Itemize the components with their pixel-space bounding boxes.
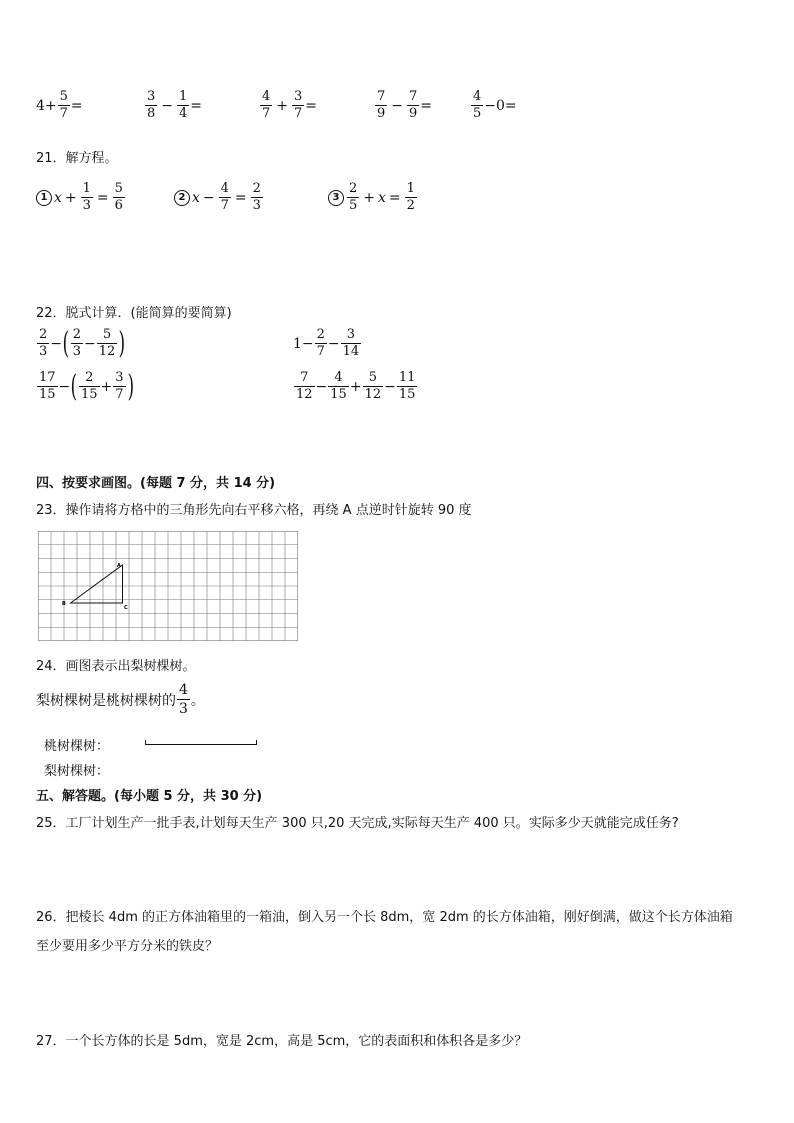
numerator: 2 [316, 327, 325, 342]
operator: + [64, 189, 77, 206]
fraction [363, 371, 384, 402]
fraction [113, 371, 125, 402]
operator: + [349, 378, 362, 395]
tail-term: −0= [484, 97, 517, 114]
numerator: 1 [82, 181, 91, 196]
q22-title: 22．脱式计算．(能简算的要简算) [36, 306, 232, 321]
equation-1 [36, 182, 126, 213]
denominator: 12 [296, 387, 313, 402]
equation-2 [174, 182, 264, 213]
denominator: 14 [342, 344, 360, 359]
denominator: 7 [316, 344, 325, 359]
denominator: 6 [114, 198, 123, 213]
expression-c [36, 368, 134, 404]
numerator: 3 [147, 89, 156, 104]
numerator: 5 [102, 327, 112, 342]
fraction [407, 90, 419, 121]
equals-sign: = [234, 189, 247, 206]
expression-a [36, 325, 126, 361]
expression-b [293, 328, 362, 359]
left-paren: ( [70, 368, 78, 404]
label-c: C [124, 605, 128, 611]
equals-sign: = [96, 189, 109, 206]
denominator: 15 [398, 387, 416, 402]
numerator: 4 [334, 370, 343, 385]
operator: − [161, 97, 174, 114]
numerator: 2 [349, 181, 358, 196]
numerator: 5 [59, 89, 68, 104]
denominator: 3 [179, 701, 188, 717]
denominator: 15 [39, 387, 56, 402]
denominator: 8 [147, 106, 156, 121]
q26-line-2: 至少要用多少平方分米的铁皮？ [36, 939, 219, 954]
fraction [315, 328, 327, 359]
fraction [260, 90, 272, 121]
numerator: 2 [85, 370, 94, 385]
label-b: B [62, 601, 66, 607]
equals-sign: = [190, 97, 203, 114]
equals-sign: = [388, 189, 401, 206]
lead-term: 1− [293, 335, 314, 352]
fraction [71, 328, 83, 359]
calc-4-5-minus-0 [470, 90, 517, 121]
fraction [79, 371, 100, 402]
denominator: 9 [377, 106, 386, 121]
operator: − [202, 189, 215, 206]
numerator: 4 [179, 682, 188, 698]
numerator: 4 [473, 89, 482, 104]
denominator: 4 [179, 106, 188, 121]
label-a: A [117, 563, 121, 569]
fraction [347, 182, 359, 213]
equation-3 [328, 182, 418, 213]
left-paren: ( [62, 325, 70, 361]
section-5-heading: 五、解答题。(每小题 5 分，共 30 分) [36, 789, 263, 804]
numerator: 17 [39, 370, 56, 385]
variable-x: x [378, 189, 386, 206]
right-paren: ) [127, 368, 134, 404]
numerator: 1 [179, 89, 188, 104]
fraction [177, 90, 189, 121]
ratio-text: 梨树棵树是桃树棵树的 [36, 692, 176, 709]
q21-title: 21．解方程。 [36, 151, 118, 166]
denominator: 3 [252, 198, 261, 213]
denominator: 3 [39, 344, 48, 359]
denominator: 7 [115, 387, 124, 402]
q24-ratio-line [36, 682, 205, 717]
denominator: 5 [473, 106, 482, 121]
operator: − [84, 335, 96, 352]
fraction [341, 328, 362, 359]
q26-line-1: 26．把棱长 4dm 的正方体油箱里的一箱油，倒入另一个长 8dm，宽 2dm 的长方体油箱，刚好倒满，做这个长方体油箱 [36, 910, 733, 925]
expression-d [293, 371, 418, 402]
variable-x: x [54, 189, 62, 206]
operator: − [327, 335, 340, 352]
operator: − [384, 378, 396, 395]
numerator: 4 [220, 181, 229, 196]
operator: + [363, 189, 376, 206]
peach-tree-label: 桃树棵树： [44, 739, 110, 754]
numerator: 2 [72, 327, 82, 342]
denominator: 7 [294, 106, 303, 121]
denominator: 15 [81, 387, 98, 402]
section-4-heading: 四、按要求画图。(每题 7 分，共 14 分) [36, 476, 276, 491]
equals-sign: = [70, 97, 83, 114]
operator: + [276, 97, 289, 114]
numerator: 2 [252, 181, 261, 196]
circled-number: 2 [174, 190, 190, 206]
q23-title: 23．操作请将方格中的三角形先向右平移六格，再绕 A 点逆时针旋转 90 度 [36, 503, 472, 518]
circled-number: 3 [328, 190, 344, 206]
fraction [471, 90, 483, 121]
denominator: 3 [82, 198, 91, 213]
numerator: 1 [406, 181, 415, 196]
denominator: 3 [72, 344, 82, 359]
denominator: 2 [406, 198, 415, 213]
numerator: 11 [398, 370, 416, 385]
denominator: 9 [409, 106, 418, 121]
operator: − [315, 378, 328, 395]
operator: − [391, 97, 404, 114]
right-paren: ) [118, 325, 126, 361]
q24-title: 24．画图表示出梨树棵树。 [36, 659, 196, 674]
pear-tree-label: 梨树棵树： [44, 764, 110, 779]
equals-sign: = [420, 97, 433, 114]
calc-4-7-plus-3-7 [259, 90, 317, 121]
fraction [294, 371, 315, 402]
denominator: 7 [262, 106, 271, 121]
denominator: 7 [59, 106, 68, 121]
calc-3-8-minus-1-4 [144, 90, 202, 121]
fraction [37, 328, 49, 359]
fraction [113, 182, 125, 213]
denominator: 7 [220, 198, 229, 213]
square-grid [38, 531, 298, 641]
peach-tree-segment [145, 740, 257, 745]
numerator: 3 [346, 327, 356, 342]
denominator: 5 [349, 198, 358, 213]
numerator: 3 [115, 370, 124, 385]
equals-sign: = [305, 97, 318, 114]
fraction [37, 371, 58, 402]
numerator: 3 [294, 89, 303, 104]
denominator: 12 [98, 344, 116, 359]
circled-number: 1 [36, 190, 52, 206]
fraction [97, 328, 118, 359]
fraction [58, 90, 70, 121]
calc-4-plus-5-7 [36, 90, 83, 121]
calc-7-9-minus-7-9 [374, 90, 432, 121]
fraction [251, 182, 263, 213]
triangle-abc [71, 565, 123, 603]
lead-term: 4+ [36, 97, 57, 114]
fraction [81, 182, 93, 213]
fraction [145, 90, 157, 121]
operator: − [58, 378, 71, 395]
denominator: 12 [364, 387, 382, 402]
fraction [219, 182, 231, 213]
fraction [397, 371, 418, 402]
fraction [292, 90, 304, 121]
numerator: 7 [409, 89, 418, 104]
q25-text: 25．工厂计划生产一批手表,计划每天生产 300 只,20 天完成,实际每天生产 400 只。实际多少天就能完成任务? [36, 816, 679, 831]
fraction-4-3 [177, 682, 190, 717]
fraction [405, 182, 417, 213]
fraction [328, 371, 349, 402]
operator: − [50, 335, 63, 352]
numerator: 7 [377, 89, 386, 104]
numerator: 7 [300, 370, 309, 385]
fraction [375, 90, 387, 121]
numerator: 2 [39, 327, 48, 342]
numerator: 5 [368, 370, 377, 385]
ratio-period: 。 [190, 692, 205, 709]
numerator: 5 [114, 181, 123, 196]
denominator: 15 [330, 387, 347, 402]
operator: + [100, 378, 113, 395]
variable-x: x [192, 189, 200, 206]
numerator: 4 [262, 89, 271, 104]
q27-text: 27．一个长方体的长是 5dm，宽是 2cm，高是 5cm，它的表面积和体积各是多少？ [36, 1034, 528, 1049]
